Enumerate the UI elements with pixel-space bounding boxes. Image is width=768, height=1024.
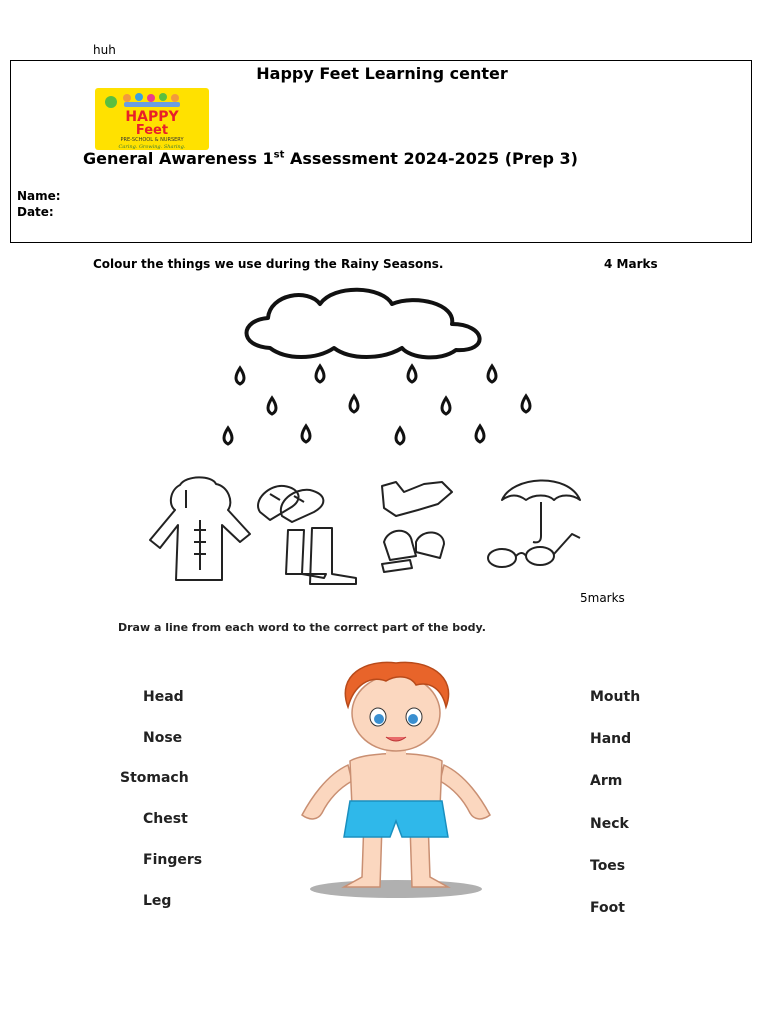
shorts-icon [344,801,448,837]
word-left-5: Fingers [143,852,203,868]
sunglasses-icon [488,534,580,567]
word-right-4: Neck [590,816,629,832]
word-left-6: Leg [143,893,172,909]
boy-figure-icon [302,662,490,898]
logo-subtitle: PRE-SCHOOL & NURSERY [120,137,184,143]
word-left-1: Head [143,689,184,705]
question2-instruction: Draw a line from each word to the correct part of the body. [118,621,486,634]
raindrops-icon [224,366,530,444]
school-logo [95,88,209,150]
swimsuit-icon [382,482,452,516]
cloud-icon [247,290,480,358]
word-right-3: Arm [590,773,623,789]
name-label: Name: [17,189,61,203]
question2-marks: 5marks [580,591,625,605]
top-note: huh [93,43,116,57]
umbrella-icon [502,480,580,542]
svg-text:Caring. Growing. Sharing.: Caring. Growing. Sharing. [118,144,186,150]
header-box [10,60,752,243]
word-left-4: Chest [143,811,188,827]
raincoat-icon [150,477,250,580]
question1-instruction: Colour the things we use during the Rainy Seasons. [93,257,444,271]
svg-text:HAPPY: HAPPY [125,109,179,125]
rain-illustration [120,280,620,590]
boots-icon [286,528,356,584]
kids-icon [105,93,180,108]
date-label: Date: [17,205,54,219]
word-left-3: Stomach [120,770,189,786]
school-name: Happy Feet Learning center [256,64,508,83]
word-right-6: Foot [590,900,625,916]
word-right-5: Toes [590,858,626,874]
word-right-1: Mouth [590,689,641,705]
slippers-icon [258,486,323,522]
body-parts-sheet [96,615,696,920]
mittens-icon [382,531,444,572]
word-right-2: Hand [590,731,632,747]
svg-text:Feet: Feet [135,123,169,138]
assessment-title: General Awareness 1st Assessment 2024-2025 (Prep 3) [83,149,578,168]
word-left-2: Nose [143,730,183,746]
question1-marks: 4 Marks [604,257,658,271]
